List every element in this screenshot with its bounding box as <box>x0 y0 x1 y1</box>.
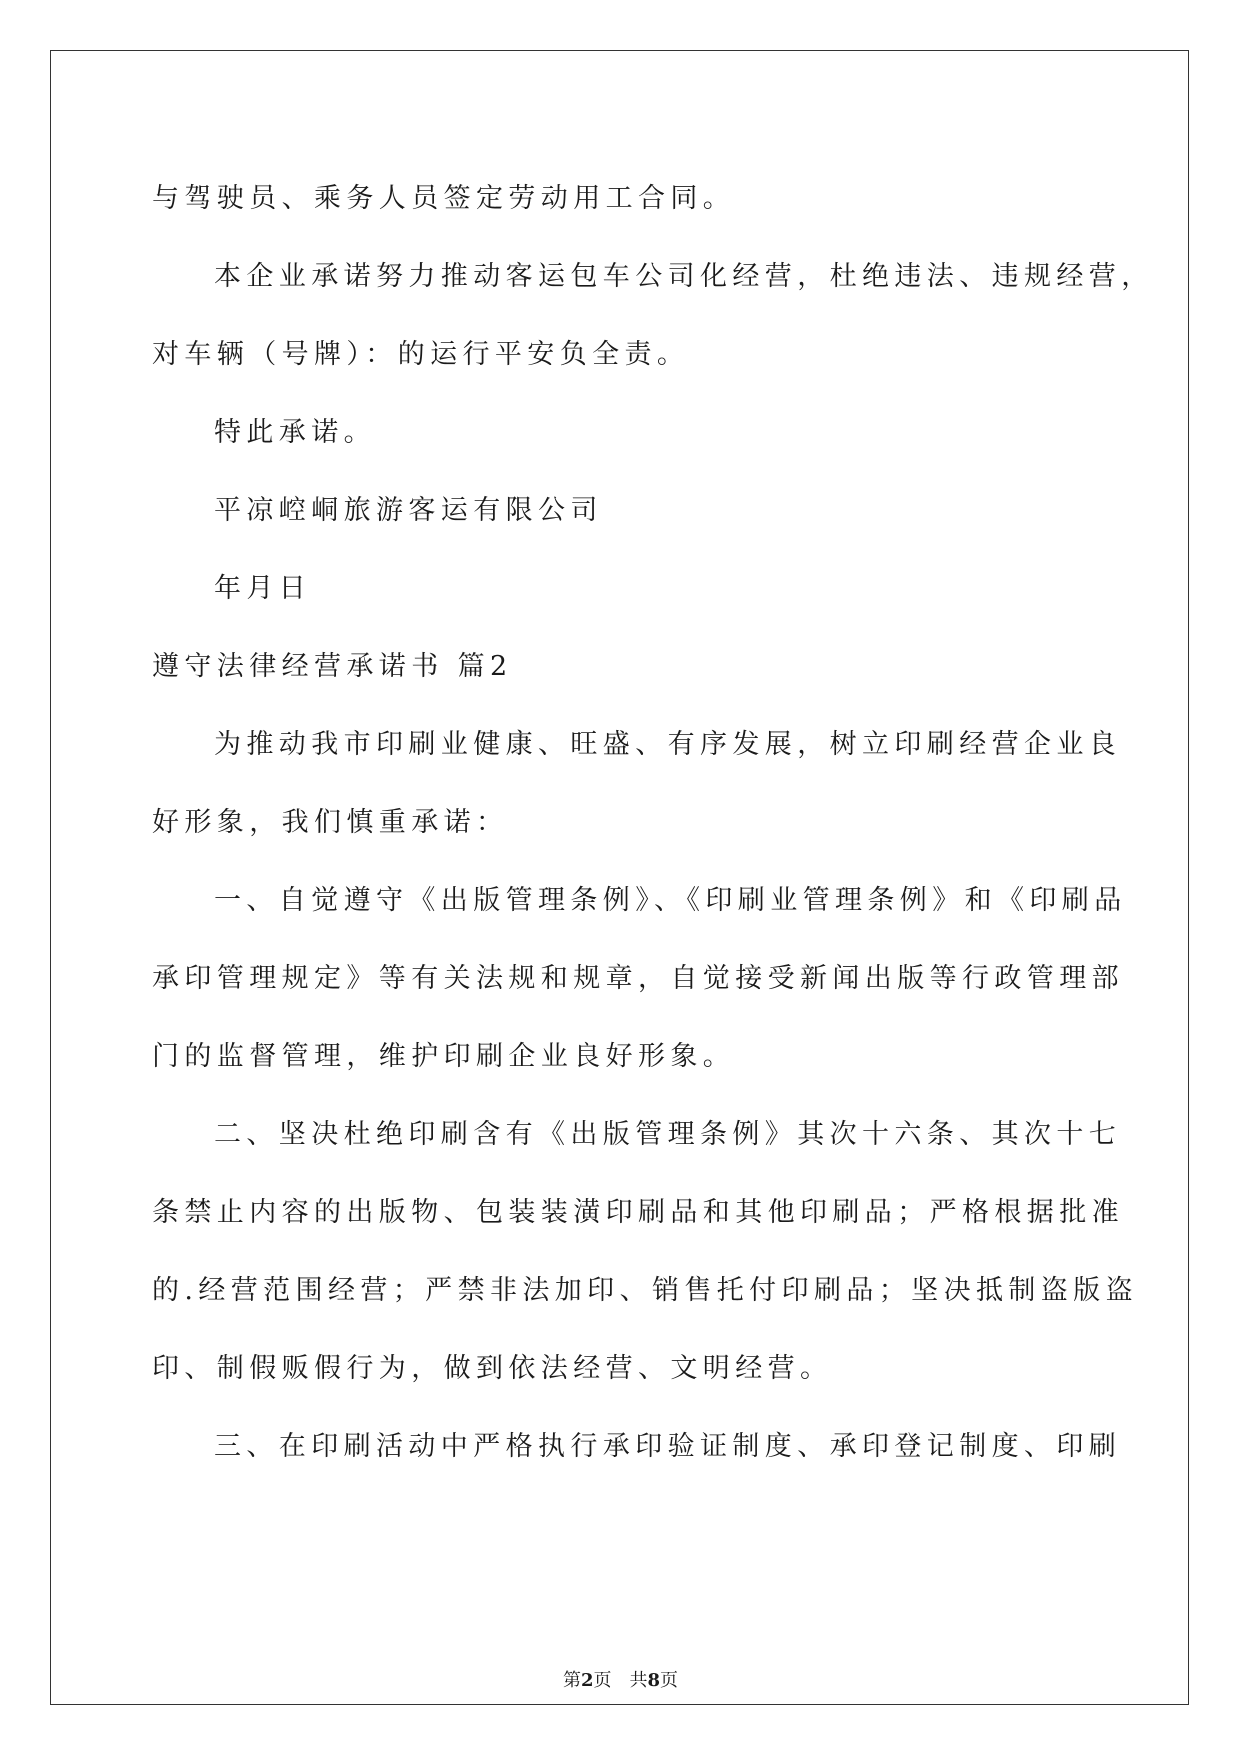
text-line: 印、制假贩假行为，做到依法经营、文明经营。 <box>152 1353 833 1384</box>
text-line: 三、在印刷活动中严格执行承印验证制度、承印登记制度、印刷 <box>214 1431 1122 1462</box>
date-line: 年月日 <box>214 573 312 604</box>
company-name: 平凉崆峒旅游客运有限公司 <box>214 495 603 526</box>
text-line: 门的监督管理，维护印刷企业良好形象。 <box>152 1041 736 1072</box>
document-body <box>152 160 1154 1486</box>
text-line: 承印管理规定》等有关法规和规章，自觉接受新闻出版等行政管理部 <box>152 963 1124 994</box>
footer-middle: 页 共 <box>593 1670 648 1691</box>
text-line: 与驾驶员、乘务人员签定劳动用工合同。 <box>152 183 736 214</box>
text-line: 好形象，我们慎重承诺： <box>152 807 509 838</box>
footer-prefix: 第 <box>562 1670 581 1691</box>
footer-suffix: 页 <box>660 1670 679 1691</box>
current-page-number: 2 <box>580 1670 594 1691</box>
text-line: 的.经营范围经营；严禁非法加印、销售托付印刷品；坚决抵制盗版盗 <box>152 1275 1138 1306</box>
text-line: 条禁止内容的出版物、包装装潢印刷品和其他印刷品；严格根据批准 <box>152 1197 1124 1228</box>
text-line: 特此承诺。 <box>214 417 376 448</box>
text-line: 二、坚决杜绝印刷含有《出版管理条例》其次十六条、其次十七 <box>214 1119 1122 1150</box>
total-page-number: 8 <box>647 1670 661 1691</box>
text-line: 本企业承诺努力推动客运包车公司化经营，杜绝违法、违规经营， <box>214 261 1154 292</box>
text-line: 为推动我市印刷业健康、旺盛、有序发展，树立印刷经营企业良 <box>214 729 1122 760</box>
section-heading: 遵守法律经营承诺书 篇2 <box>152 651 513 682</box>
text-line: 对车辆（号牌）：的运行平安负全责。 <box>152 339 690 370</box>
page-footer <box>0 1666 1241 1692</box>
text-line: 一、自觉遵守《出版管理条例》、《印刷业管理条例》和《印刷品 <box>214 885 1127 916</box>
